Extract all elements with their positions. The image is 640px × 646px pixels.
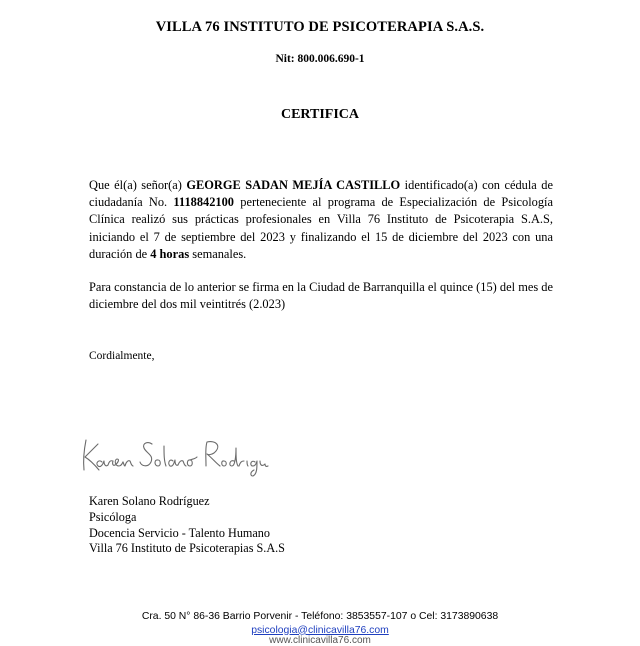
signer-block xyxy=(89,494,285,557)
id-number: 1118842100 xyxy=(173,195,235,210)
student-name: GEORGE SADAN MEJÍA CASTILLO xyxy=(186,178,401,192)
signer-department: Docencia Servicio - Talento Humano xyxy=(89,525,270,540)
footer xyxy=(0,610,640,637)
closing-text: Cordialmente, xyxy=(89,350,155,362)
paragraph-text: perteneciente al programa de Especialización de Psicología Clínica realizó sus prácticas profesionales en Villa 76 Instituto de Psicoterapia S.A.S, iniciando el 7 de septiembre del 2023 y finalizando el 15 de diciembre del 2023 con una duración de xyxy=(89,195,553,261)
signer-name: Karen Solano Rodríguez xyxy=(89,494,210,508)
signing-paragraph: Para constancia de lo anterior se firma en la Ciudad de Barranquilla el quince (15) del mes de diciembre del dos mil veintitrés (2.023) xyxy=(89,280,553,312)
nit-number: Nit: 800.006.690-1 xyxy=(275,53,365,65)
footer-website: www.clinicavilla76.com xyxy=(269,635,371,646)
hours-value: 4 horas xyxy=(150,246,190,261)
signer-institution: Villa 76 Instituto de Psicoterapias S.A.S xyxy=(89,541,285,556)
signer-role: Psicóloga xyxy=(89,509,137,524)
handwritten-signature xyxy=(72,426,272,491)
footer-address: Cra. 50 N° 86-36 Barrio Porvenir - Teléfono: 3853557-107 o Cel: 3173890638 xyxy=(141,611,499,622)
paragraph-text: Que él(a) señor(a) xyxy=(89,178,187,192)
footer-email-link[interactable]: psicologia@clinicavilla76.com xyxy=(251,624,389,636)
certification-paragraph xyxy=(89,177,553,263)
paragraph-text: identificado(a) con cédula de ciudadanía No. xyxy=(89,178,553,210)
document-heading: CERTIFICA xyxy=(280,107,360,122)
paragraph-text: semanales. xyxy=(189,246,247,261)
organization-title: VILLA 76 INSTITUTO DE PSICOTERAPIA S.A.S. xyxy=(155,19,485,35)
